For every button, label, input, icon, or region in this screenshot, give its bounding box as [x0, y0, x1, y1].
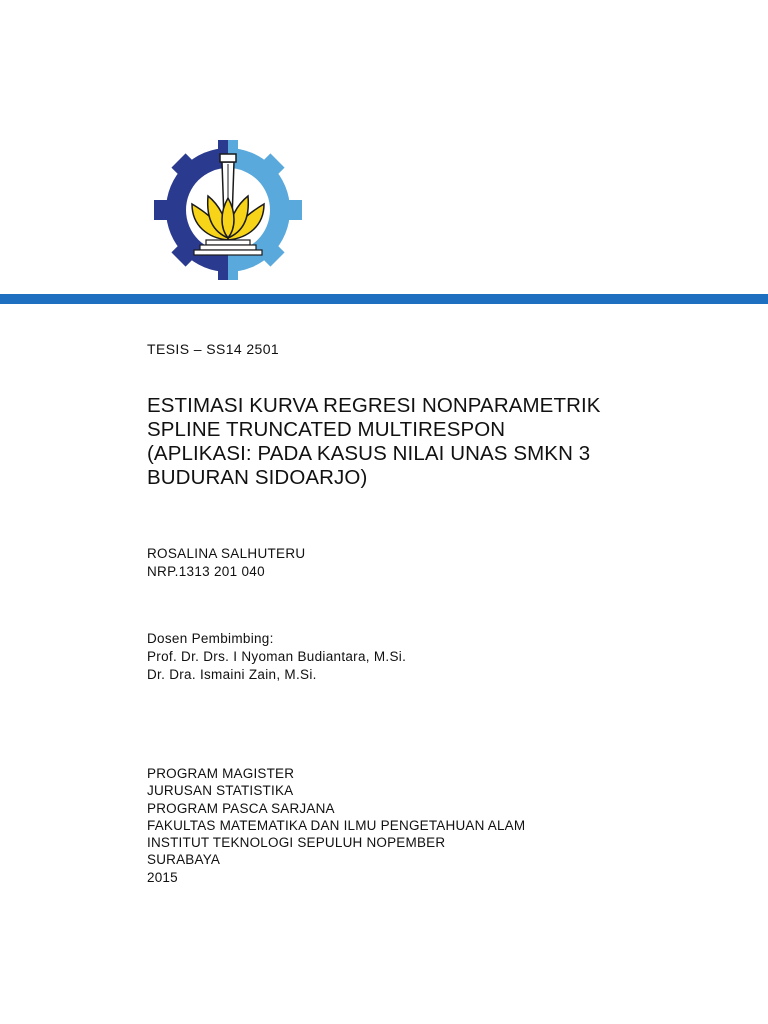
institution-line: JURUSAN STATISTIKA [147, 783, 294, 799]
supervisors-block [147, 630, 406, 684]
supervisors-heading: Dosen Pembimbing: [147, 631, 274, 646]
institution-line: PROGRAM PASCA SARJANA [147, 800, 335, 816]
title-line: ESTIMASI KURVA REGRESI NONPARAMETRIK [147, 394, 601, 417]
institution-block [147, 765, 525, 886]
institution-line: PROGRAM MAGISTER [147, 766, 295, 781]
supervisor-name: Prof. Dr. Drs. I Nyoman Budiantara, M.Si. [147, 649, 407, 664]
institution-line: INSTITUT TEKNOLOGI SEPULUH NOPEMBER [147, 835, 446, 851]
title-line: BUDURAN SIDOARJO) [147, 466, 368, 489]
blue-divider [0, 294, 768, 304]
document-code: TESIS – SS14 2501 [147, 341, 280, 357]
author-block [147, 545, 305, 581]
institution-city: SURABAYA [147, 852, 221, 868]
title-line: (APLIKASI: PADA KASUS NILAI UNAS SMKN 3 [147, 442, 591, 465]
author-name: ROSALINA SALHUTERU [147, 546, 306, 561]
institution-year: 2015 [147, 869, 178, 885]
author-nrp: NRP.1313 201 040 [147, 564, 265, 579]
institution-line: FAKULTAS MATEMATIKA DAN ILMU PENGETAHUAN ALAM [147, 817, 526, 833]
thesis-title [147, 394, 707, 490]
its-logo-icon [148, 140, 308, 280]
title-line: SPLINE TRUNCATED MULTIRESPON [147, 418, 506, 441]
supervisor-name: Dr. Dra. Ismaini Zain, M.Si. [147, 667, 317, 682]
